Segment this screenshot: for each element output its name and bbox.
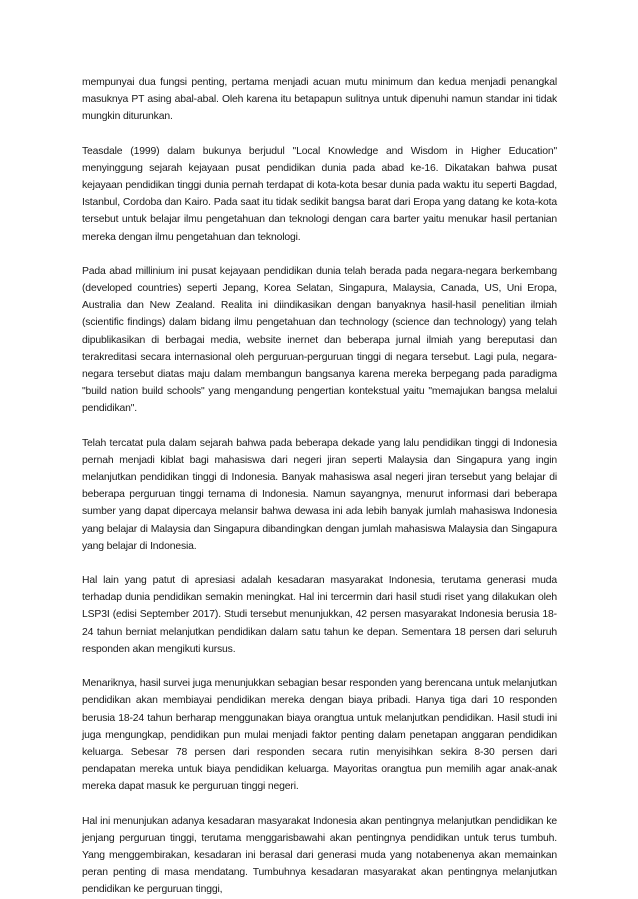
paragraph-hasil-survei: Menariknya, hasil survei juga menunjukkan sebagian besar responden yang berencana untuk melanjutkan pendidikan akan membiayai pendidikan mereka dengan biaya pribadi. Hanya tiga dari 10 responden berusia 18-24 tahun berharap menggunakan biaya orangtua untuk melanjutkan pendidikan. Hasil studi ini juga mengungkap, pendidikan pun mulai menjadi faktor penting dalam penetapan anggaran pendidikan keluarga. Sebesar 78 persen dari responden secara rutin menyisihkan sekira 8-30 persen dari pendapatan mereka untuk biaya pendidikan keluarga. Mayoritas orangtua pun memilih agar anak-anak mereka dapat masuk ke perguruan tinggi negeri. <box>82 678 557 793</box>
paragraph-apresiasi-kesadaran: Hal lain yang patut di apresiasi adalah kesadaran masyarakat Indonesia, terutama generasi muda terhadap dunia pendidikan semakin meningkat. Hal ini tercermin dari hasil studi riset yang dilakukan oleh LSP3I (edisi September 2017). Studi tersebut menunjukkan, 42 persen masyarakat Indonesia berusia 18-24 tahun berniat melanjutkan pendidikan dalam satu tahun ke depan. Sementara 18 persen dari seluruh responden akan mengikuti kursus. <box>82 575 557 655</box>
paragraph-abad-millinium: Pada abad millinium ini pusat kejayaan pendidikan dunia telah berada pada negara-negara berkembang (developed countries) seperti Jepang, Korea Selatan, Singapura, Malaysia, Canada, US, Uni Eropa, Australia dan New Zealand. Realita ini diindikasikan dengan banyaknya hasil-hasil penelitian ilmiah (scientific findings) dalam bidang ilmu pengetahuan dan technology (science dan technology) yang telah dipublikasikan di berbagai media, website inernet dan beberapa jurnal ilmiah yang bereputasi dan terakreditasi secara internasional oleh perguruan-perguruan tinggi di negara tersebut. Lagi pula, negara-negara tersebut diatas maju dalam membangun bangsanya karena mereka berpegang pada paradigma "build nation build schools" yang mengandung pengertian kontekstual yaitu "memajukan bangsa melalui pendidikan". <box>82 265 557 415</box>
document-page <box>82 74 557 899</box>
paragraph-kesimpulan: Hal ini menunjukan adanya kesadaran masyarakat Indonesia akan pentingnya melanjutkan pendidikan ke jenjang perguruan tinggi, terutama menggarisbawahi akan pentingnya pendidikan untuk terus tumbuh. Yang menggembirakan, kesadaran ini berasal dari generasi muda yang notabenenya akan memainkan peran penting di masa mendatang. Tumbuhnya kesadaran masyarakat akan pentingnya melanjutkan pendidikan ke perguruan tinggi, <box>82 815 557 896</box>
paragraph-teasdale: Teasdale (1999) dalam bukunya berjudul "Local Knowledge and Wisdom in Higher Education" menyinggung sejarah kejayaan pusat pendidikan dunia pada abad ke-16. Dikatakan bahwa pusat kejayaan pendidikan tinggi dunia pernah terdapat di kota-kota besar dunia pada waktu itu seperti Bagdad, Istanbul, Cordoba dan Kairo. Pada saat itu tidak sedikit bangsa barat dari Eropa yang datang ke kota-kota tersebut untuk belajar ilmu pengetahuan dan teknologi dengan cara barter yaitu menukar hasil pertanian mereka dengan ilmu pengetahuan dan teknologi. <box>82 145 557 243</box>
paragraph-sejarah-kiblat: Telah tercatat pula dalam sejarah bahwa pada beberapa dekade yang lalu pendidikan tinggi di Indonesia pernah menjadi kiblat bagi mahasiswa dari negeri jiran seperti Malaysia dan Singapura yang ingin melanjutkan pendidikan tinggi di Indonesia. Banyak mahasiswa asal negeri jiran tersebut yang belajar di beberapa perguruan tinggi ternama di Indonesia. Namun sayangnya, menurut informasi dari beberapa sumber yang dapat dipercaya melansir bahwa dewasa ini ada lebih banyak jumlah mahasiswa Indonesia yang belajar di Malaysia dan Singapura dibandingkan dengan jumlah mahasiswa Malaysia dan Singapura yang belajar di Indonesia. <box>82 437 557 552</box>
paragraph-standar-mutu: mempunyai dua fungsi penting, pertama menjadi acuan mutu minimum dan kedua menjadi penangkal masuknya PT asing abal-abal. Oleh karena itu betapapun sulitnya untuk dipenuhi namun standar ini tidak mungkin diturunkan. <box>82 77 557 123</box>
